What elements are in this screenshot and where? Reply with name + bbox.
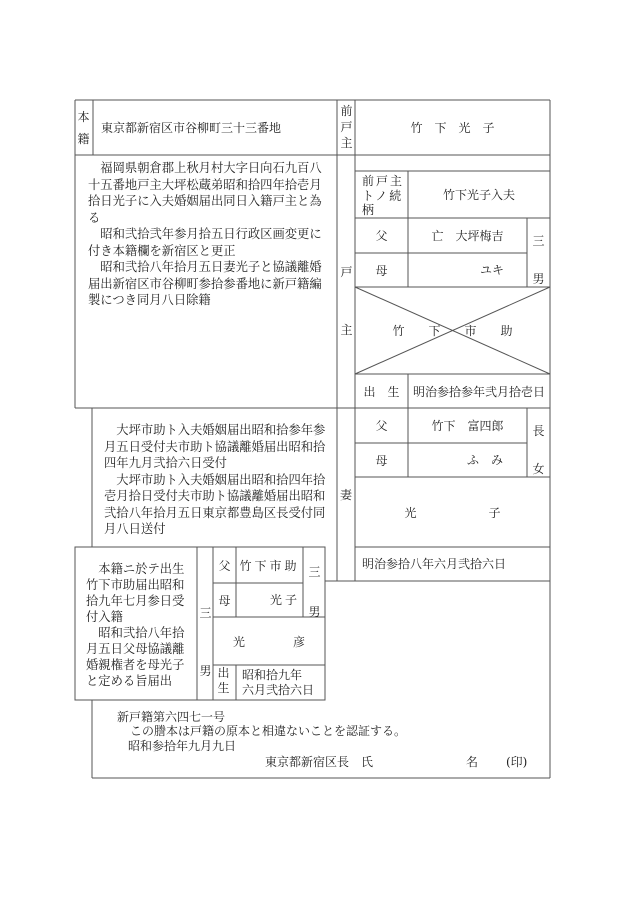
child-birth-line1: 昭和拾九年 xyxy=(242,668,303,682)
remark-line: 昭和弐拾八年拾 xyxy=(86,626,185,640)
seal-mark: (印) xyxy=(506,755,528,769)
child-mother: 光子 xyxy=(270,593,301,607)
wife-label: 妻 xyxy=(339,488,352,502)
remark-line: 福岡県朝倉郡上秋月村大字日向石九百八 xyxy=(88,161,322,175)
remark-line: 拾日光子に入夫婚姻届出同日入籍戸主と為 xyxy=(88,194,322,208)
wife-father-label: 父 xyxy=(375,419,388,433)
remark-line: る xyxy=(88,210,101,225)
child-order: 三男 xyxy=(308,565,321,619)
remark-line: 昭和弐拾弐年参月拾五日行政区画変更に xyxy=(88,227,322,241)
remark-line: 婚親権者を母光子 xyxy=(86,658,185,672)
issuer: 東京都新宿区長 氏 xyxy=(265,755,374,769)
wife-order: 長女 xyxy=(532,424,545,476)
remark-line: 大坪市助ト入夫婚姻届出昭和拾四年拾 xyxy=(104,472,326,487)
remark-line: 十五番地戸主大坪松蔵弟昭和拾四年拾壱月 xyxy=(88,177,322,192)
remark-line: と定める旨届出 xyxy=(86,674,173,688)
wife-mother-label: 母 xyxy=(375,453,388,468)
remark-line: 月五日父母協議離 xyxy=(86,642,185,656)
remark-line: 本籍ニ於テ出生 xyxy=(86,562,185,576)
certification-statement: この謄本は戸籍の原本と相違ないことを認証する。 xyxy=(130,724,407,738)
issuer-name-char: 名 xyxy=(466,755,479,769)
wife-mother: ふ み xyxy=(467,453,504,467)
child-father-label: 父 xyxy=(218,558,231,573)
remark-line: 付入籍 xyxy=(86,610,123,624)
remark-line: 竹下市助届出昭和 xyxy=(86,578,185,592)
remark-line: 拾九年七月参日受 xyxy=(86,594,185,608)
head-father-label: 父 xyxy=(375,229,388,243)
remark-line: 製につき同月八日除籍 xyxy=(88,293,211,307)
previous-head-label: 前戸主 xyxy=(340,104,353,150)
remark-line: 付き本籍欄を新宿区と更正 xyxy=(88,243,236,258)
child-label: 三男 xyxy=(199,606,212,678)
remark-line: 月五日受付夫市助ト協議離婚届出昭和拾 xyxy=(104,439,326,454)
remark-line: 壱月拾日受付夫市助ト協議離婚届出昭和 xyxy=(104,489,326,503)
head-name: 竹 下 市 助 xyxy=(392,324,513,338)
wife-father: 竹下 富四郎 xyxy=(431,419,504,433)
child-name: 光 彦 xyxy=(232,634,305,649)
remark-line: 弐拾八年拾月五日東京都豊島区長受付同 xyxy=(104,505,326,520)
remark-line: 昭和弐拾八年拾月五日妻光子と協議離婚 xyxy=(88,260,322,274)
wife-birth: 明治参拾八年六月弐拾六日 xyxy=(362,557,507,571)
relation-label: 前戸主トノ続柄 xyxy=(362,174,405,217)
head-mother: ユキ xyxy=(480,263,505,277)
child-birth-line2: 六月弐拾六日 xyxy=(242,683,315,697)
head-mother-label: 母 xyxy=(375,263,388,278)
relation-value: 竹下光子入夫 xyxy=(442,188,515,202)
head-birth: 明治参拾参年弐月拾壱日 xyxy=(412,384,545,399)
wife-name: 光 子 xyxy=(404,505,501,520)
previous-head-name: 竹 下 光 子 xyxy=(410,121,495,135)
head-father: 亡 大坪梅吉 xyxy=(431,229,504,243)
certificate-number: 新戸籍第六四七一号 xyxy=(117,710,226,724)
head-birth-label: 出 生 xyxy=(363,384,400,399)
remark-line: 四年九月弐拾六日受付 xyxy=(104,456,227,470)
honseki-label: 本籍 xyxy=(77,110,90,146)
remark-line: 届出新宿区市谷柳町参拾参番地に新戸籍編 xyxy=(88,276,322,291)
remark-line: 月八日送付 xyxy=(104,522,166,536)
remark-line: 大坪市助ト入夫婚姻届出昭和拾参年参 xyxy=(104,423,326,437)
head-order: 三男 xyxy=(532,234,545,286)
child-father: 竹下市助 xyxy=(239,558,300,573)
certification-date: 昭和参拾年九月九日 xyxy=(128,739,237,753)
honseki-address: 東京都新宿区市谷柳町三十三番地 xyxy=(101,121,282,135)
child-birth-label: 出生 xyxy=(217,666,230,695)
child-mother-label: 母 xyxy=(218,593,231,608)
head-label: 戸主 xyxy=(340,265,353,337)
